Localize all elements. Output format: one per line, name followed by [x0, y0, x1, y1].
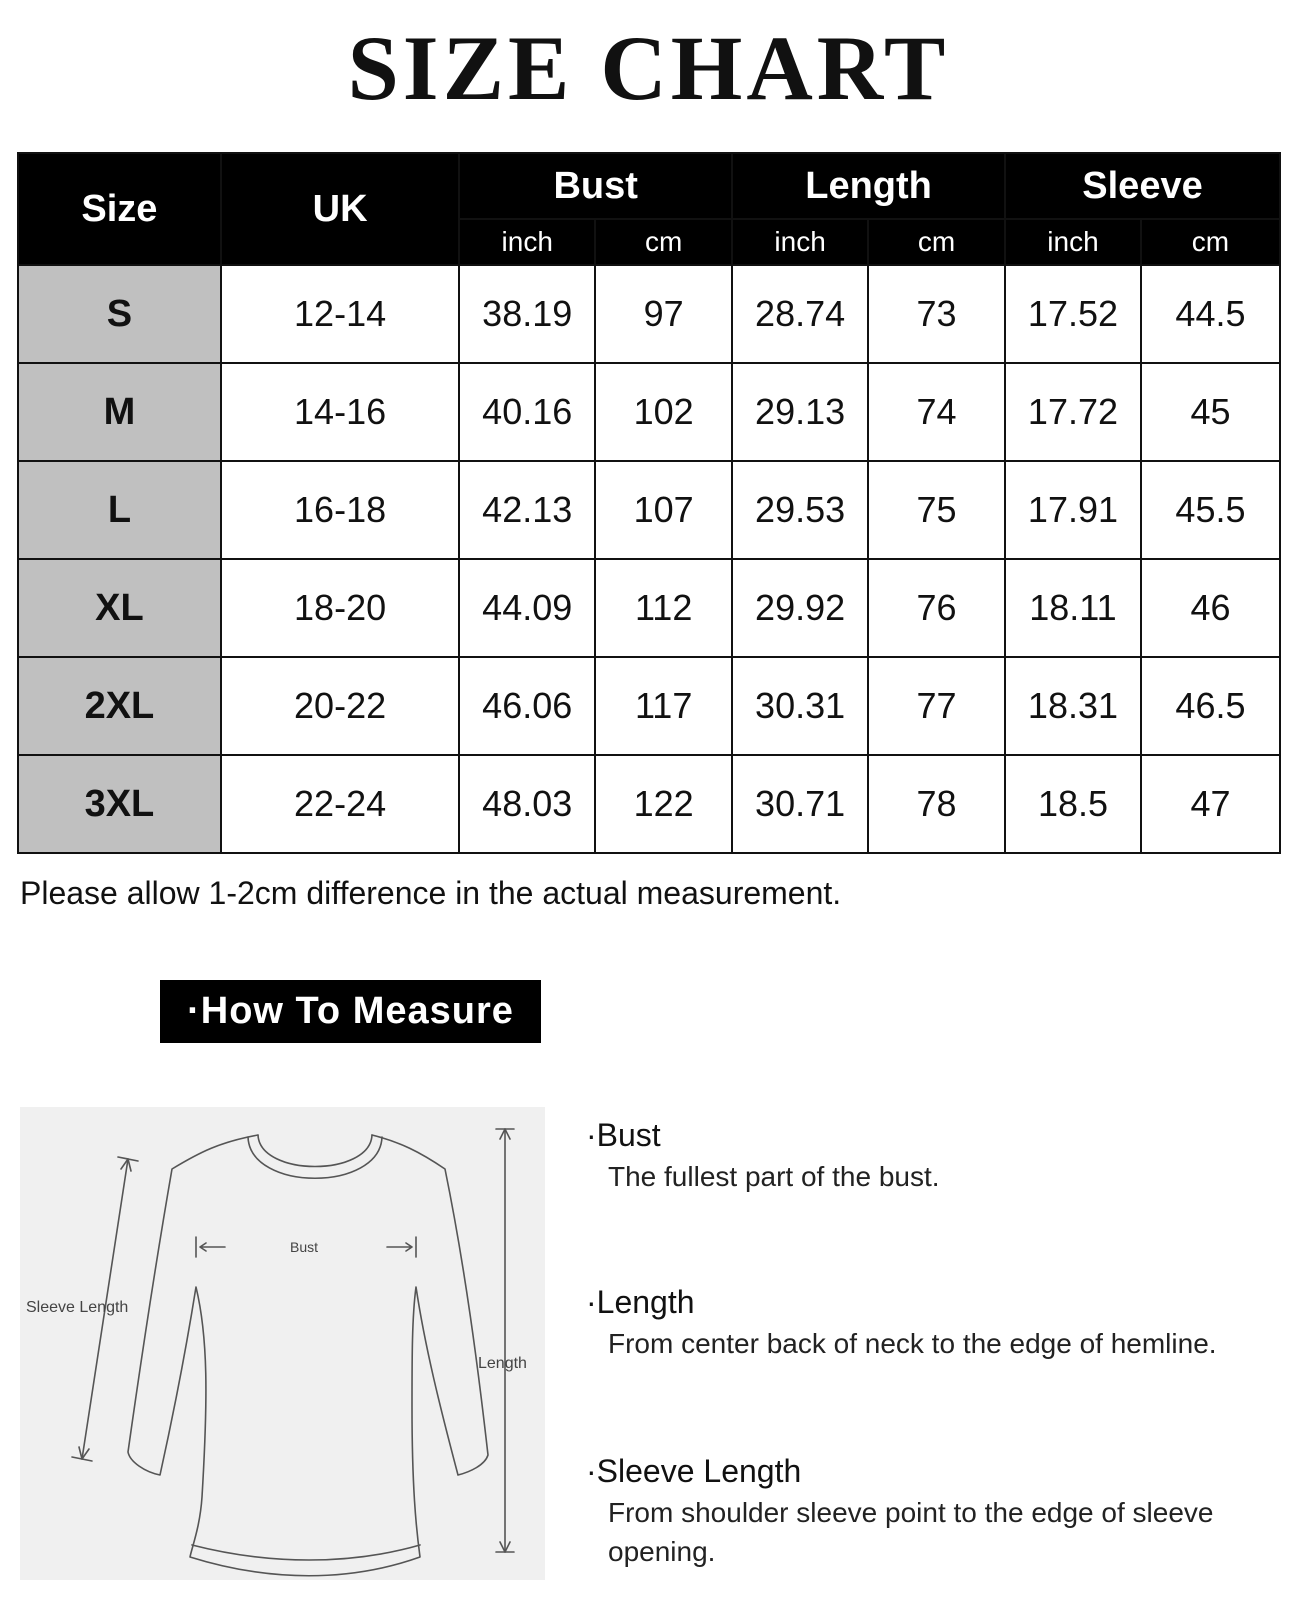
- sleeve-description: [586, 1454, 1276, 1572]
- page-title: SIZE CHART: [347, 17, 950, 119]
- unit-bust-inch: inch: [459, 219, 595, 265]
- cell-bust-cm: 107: [595, 461, 732, 559]
- cell-bust-in: 40.16: [459, 363, 595, 461]
- cell-uk: 12-14: [221, 265, 459, 363]
- cell-sleeve-in: 18.31: [1005, 657, 1141, 755]
- unit-length-inch: inch: [732, 219, 868, 265]
- cell-uk: 18-20: [221, 559, 459, 657]
- length-description-text: From center back of neck to the edge of hemline.: [608, 1328, 1217, 1360]
- cell-length-in: 30.71: [732, 755, 868, 853]
- size-cell: XL: [18, 559, 221, 657]
- table-row: [18, 755, 1280, 853]
- cell-length-in: 29.92: [732, 559, 868, 657]
- cell-bust-in: 38.19: [459, 265, 595, 363]
- sleeve-length-label: Sleeve Length: [26, 1299, 129, 1316]
- shirt-diagram: [20, 1107, 545, 1580]
- cell-bust-cm: 117: [595, 657, 732, 755]
- table-row: [18, 461, 1280, 559]
- cell-sleeve-cm: 45: [1141, 363, 1280, 461]
- cell-sleeve-in: 18.11: [1005, 559, 1141, 657]
- table-row: [18, 559, 1280, 657]
- sleeve-description-text: From shoulder sleeve point to the edge of sleeve opening.: [608, 1497, 1214, 1568]
- length-label: Length: [478, 1355, 527, 1372]
- cell-uk: 14-16: [221, 363, 459, 461]
- cell-bust-cm: 112: [595, 559, 732, 657]
- cell-sleeve-in: 17.91: [1005, 461, 1141, 559]
- cell-length-cm: 76: [868, 559, 1005, 657]
- sleeve-description-title: ·Sleeve Length: [586, 1453, 802, 1489]
- bust-description: [586, 1118, 1276, 1196]
- cell-sleeve-in: 17.52: [1005, 265, 1141, 363]
- size-table: [17, 152, 1281, 854]
- size-cell: M: [18, 363, 221, 461]
- bust-description-title: ·Bust: [586, 1117, 661, 1153]
- cell-bust-cm: 122: [595, 755, 732, 853]
- cell-length-cm: 73: [868, 265, 1005, 363]
- cell-length-in: 30.31: [732, 657, 868, 755]
- table-row: [18, 657, 1280, 755]
- cell-sleeve-in: 17.72: [1005, 363, 1141, 461]
- cell-bust-cm: 97: [595, 265, 732, 363]
- length-description-title: ·Length: [586, 1284, 695, 1320]
- how-to-measure-badge: ·How To Measure: [160, 980, 541, 1043]
- cell-uk: 16-18: [221, 461, 459, 559]
- cell-sleeve-cm: 44.5: [1141, 265, 1280, 363]
- cell-sleeve-cm: 45.5: [1141, 461, 1280, 559]
- unit-bust-cm: cm: [595, 219, 732, 265]
- cell-sleeve-cm: 46.5: [1141, 657, 1280, 755]
- unit-length-cm: cm: [868, 219, 1005, 265]
- header-size: Size: [18, 153, 221, 265]
- measurement-note: Please allow 1-2cm difference in the actual measurement.: [20, 875, 842, 911]
- cell-bust-in: 42.13: [459, 461, 595, 559]
- cell-length-cm: 74: [868, 363, 1005, 461]
- cell-length-in: 29.13: [732, 363, 868, 461]
- unit-sleeve-cm: cm: [1141, 219, 1280, 265]
- cell-sleeve-cm: 47: [1141, 755, 1280, 853]
- table-row: [18, 363, 1280, 461]
- cell-bust-in: 46.06: [459, 657, 595, 755]
- size-cell: 2XL: [18, 657, 221, 755]
- cell-sleeve-in: 18.5: [1005, 755, 1141, 853]
- size-cell: 3XL: [18, 755, 221, 853]
- bust-description-text: The fullest part of the bust.: [608, 1161, 940, 1193]
- length-description: [586, 1285, 1276, 1363]
- cell-bust-in: 44.09: [459, 559, 595, 657]
- header-length: Length: [732, 153, 1005, 219]
- cell-length-in: 28.74: [732, 265, 868, 363]
- cell-length-cm: 75: [868, 461, 1005, 559]
- header-uk: UK: [221, 153, 459, 265]
- cell-bust-cm: 102: [595, 363, 732, 461]
- cell-uk: 22-24: [221, 755, 459, 853]
- header-bust: Bust: [459, 153, 732, 219]
- size-cell: S: [18, 265, 221, 363]
- cell-uk: 20-22: [221, 657, 459, 755]
- cell-bust-in: 48.03: [459, 755, 595, 853]
- cell-length-in: 29.53: [732, 461, 868, 559]
- header-sleeve: Sleeve: [1005, 153, 1280, 219]
- cell-length-cm: 78: [868, 755, 1005, 853]
- table-row: [18, 265, 1280, 363]
- size-cell: L: [18, 461, 221, 559]
- shirt-outline-icon: [20, 1107, 545, 1580]
- cell-length-cm: 77: [868, 657, 1005, 755]
- cell-sleeve-cm: 46: [1141, 559, 1280, 657]
- unit-sleeve-inch: inch: [1005, 219, 1141, 265]
- bust-label: Bust: [290, 1239, 319, 1255]
